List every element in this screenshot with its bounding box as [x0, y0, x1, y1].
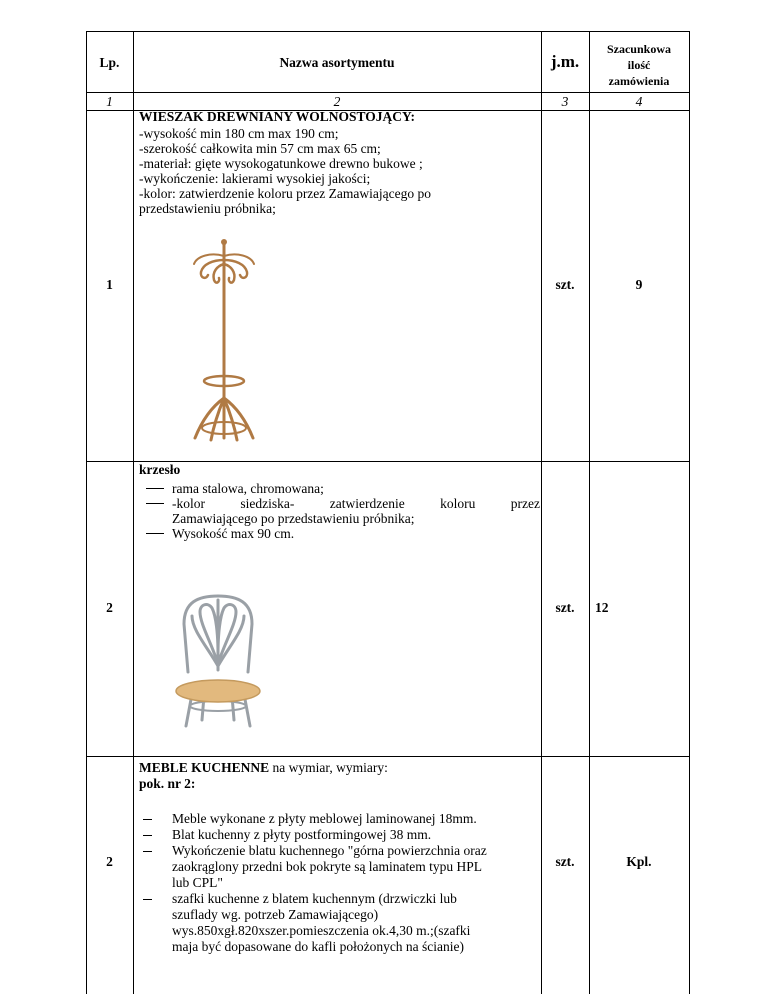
spec-line: przedstawieniu próbnika; [139, 201, 276, 216]
row-unit: szt. [555, 600, 575, 615]
bullet-dash [143, 835, 152, 836]
spec-line: -szerokość całkowita min 57 cm max 65 cm; [139, 141, 381, 156]
bullet-text: lub CPL" [172, 875, 223, 890]
bullet-text: szuflady wg. potrzeb Zamawiającego) [172, 907, 379, 922]
assortment-table [86, 31, 690, 994]
column-number: 1 [106, 94, 113, 109]
row-lp: 2 [106, 600, 113, 615]
row-title: krzesło [139, 462, 181, 477]
spec-line: -kolor: zatwierdzenie koloru przez Zamawiającego po [139, 186, 431, 201]
bullet-dash [143, 851, 152, 852]
header-qty-line2: ilość [627, 58, 651, 72]
spec-line: -wysokość min 180 cm max 190 cm; [139, 126, 339, 141]
row-unit: szt. [555, 277, 575, 292]
row-lp: 2 [106, 854, 113, 869]
bullet-text: Meble wykonane z płyty meblowej laminowanej 18mm. [172, 811, 477, 826]
header-unit: j.m. [550, 52, 580, 71]
row-subtitle: pok. nr 2: [139, 776, 196, 791]
spec-line: -materiał: gięte wysokogatunkowe drewno bukowe ; [139, 156, 423, 171]
row-qty: 9 [635, 277, 643, 292]
header-qty-line3: zamówienia [608, 74, 670, 88]
bullet-dash [146, 533, 164, 534]
bullet-text: rama stalowa, chromowana; [172, 481, 324, 496]
bullet-text: Wykończenie blatu kuchennego "górna powierzchnia oraz [172, 843, 487, 858]
bullet-text: Blat kuchenny z płyty postformingowej 38 mm. [172, 827, 432, 842]
column-number: 2 [333, 94, 341, 109]
bullet-dash [143, 899, 152, 900]
row-title-bold: MEBLE KUCHENNE [139, 760, 270, 775]
bullet-text: maja być dopasowane do kafli położonych na ścianie) [172, 939, 465, 954]
header-name: Nazwa asortymentu [279, 55, 395, 70]
bullet-text: -kolor siedziska- zatwierdzenie koloru przez [172, 496, 540, 511]
bullet-text: zaokrąglony przedni bok pokryte są laminatem typu HPL [172, 859, 483, 874]
bullet-dash [146, 503, 164, 504]
bullet-text: szafki kuchenne z blatem kuchennym (drzwiczki lub [172, 891, 457, 906]
row-unit: szt. [555, 854, 575, 869]
row-title: WIESZAK DREWNIANY WOLNOSTOJĄCY: [139, 109, 416, 124]
bullet-text: Wysokość max 90 cm. [172, 526, 295, 541]
coat-rack-image [183, 238, 265, 452]
chair-image [174, 594, 262, 729]
column-number: 4 [635, 94, 643, 109]
row-qty: Kpl. [626, 854, 652, 869]
bullet-text: Zamawiającego po przedstawieniu próbnika; [172, 511, 415, 526]
header-qty-line1: Szacunkowa [606, 42, 671, 56]
row-qty: 12 [595, 600, 609, 615]
bullet-dash [146, 488, 164, 489]
spec-line: -wykończenie: lakierami wysokiej jakości; [139, 171, 371, 186]
row-title [139, 760, 388, 775]
header-qty [589, 41, 689, 89]
row-lp: 1 [106, 277, 113, 292]
column-number: 3 [561, 94, 569, 109]
bullet-dash [143, 819, 152, 820]
row-title-rest: na wymiar, wymiary: [269, 760, 388, 775]
bullet-text: wys.850xgł.820xszer.pomieszczenia ok.4,30 m.;(szafki [172, 923, 471, 938]
header-lp: Lp. [99, 55, 120, 70]
